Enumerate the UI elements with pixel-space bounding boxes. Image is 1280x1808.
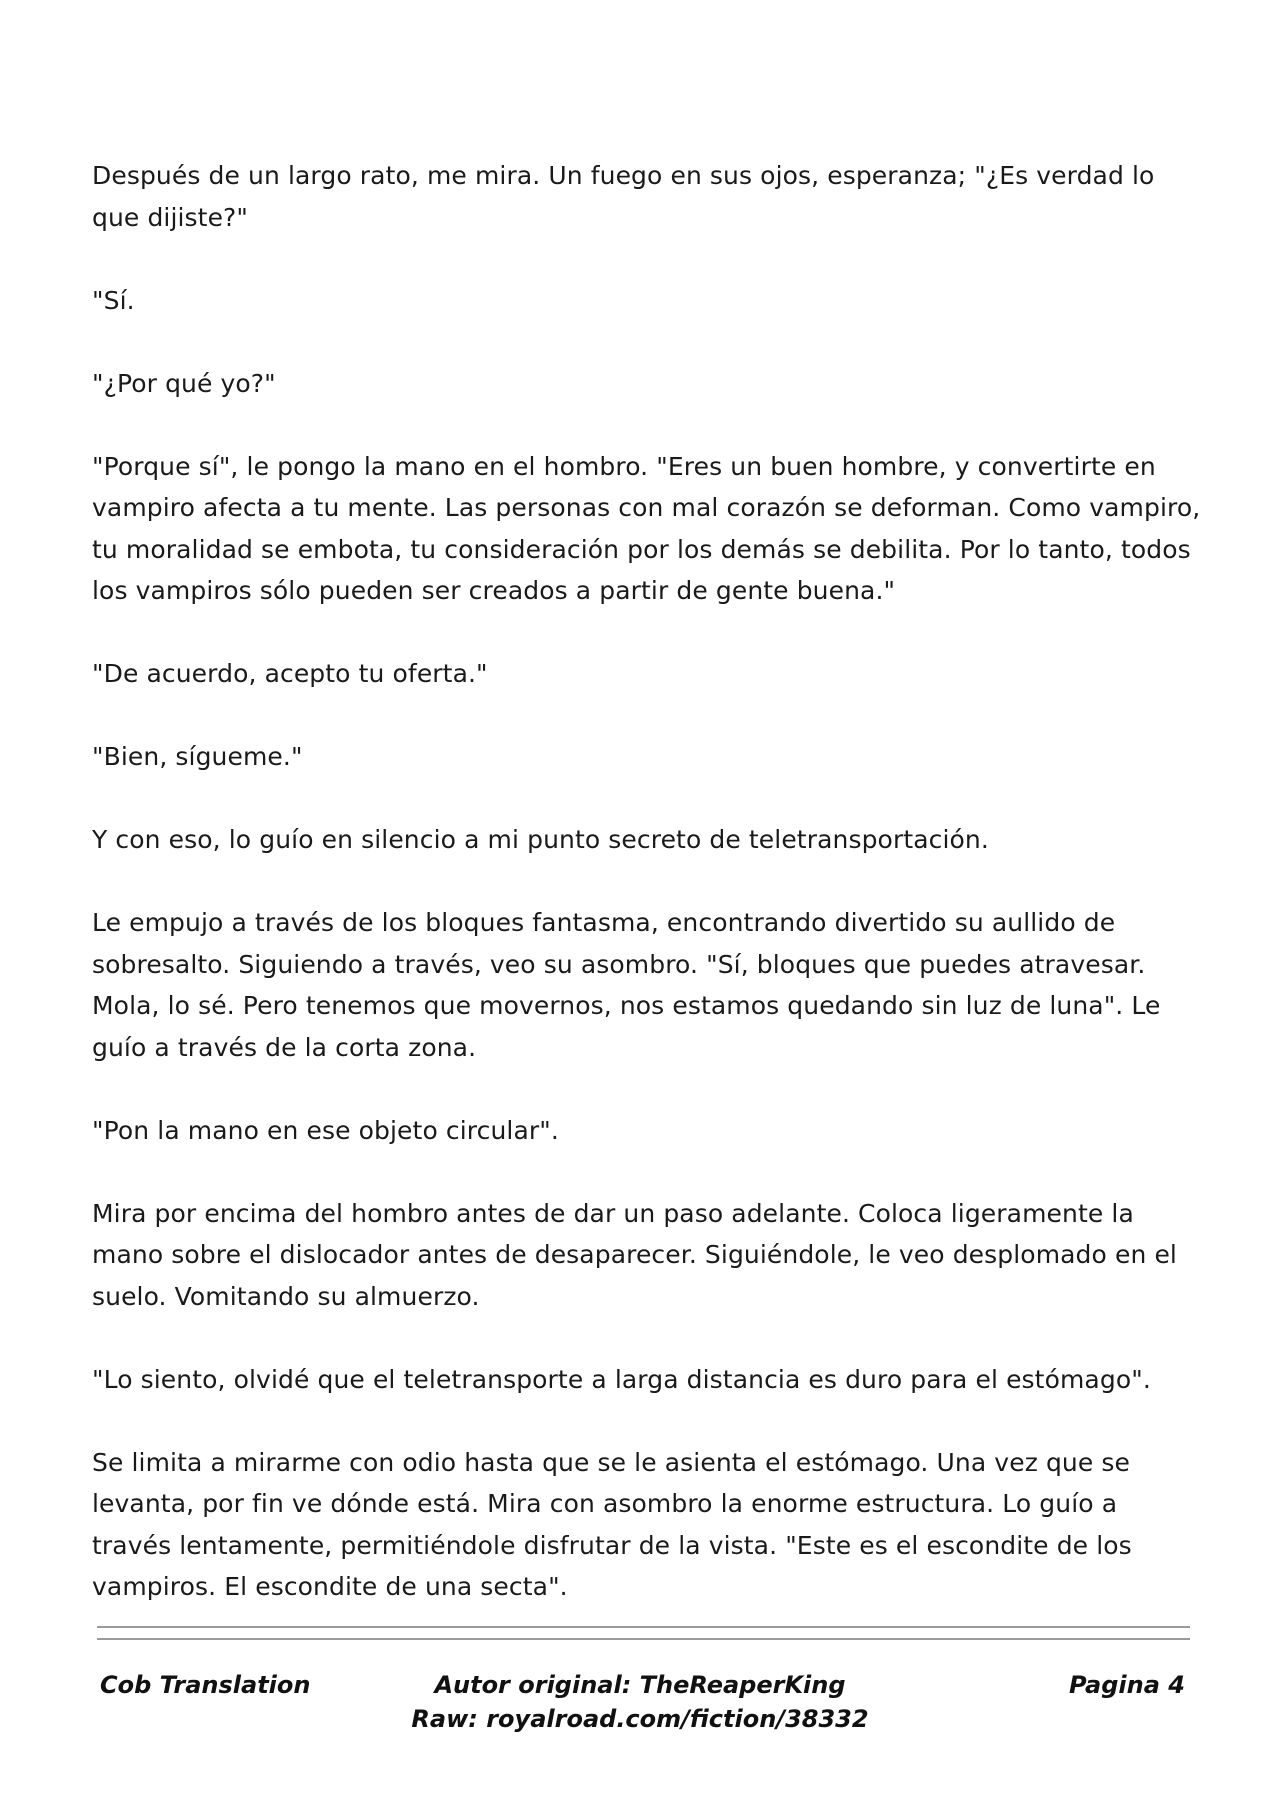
translator-credit: Cob Translation (100, 1671, 311, 1699)
paragraph: "¿Por qué yo?" (92, 368, 276, 398)
footer-divider-bottom (97, 1638, 1190, 1640)
paragraph: "De acuerdo, acepto tu oferta." (92, 659, 488, 688)
paragraph: Y con eso, lo guío en silencio a mi punto secreto de teletransportación. (92, 825, 989, 854)
raw-source: Raw: royalroad.com/fiction/38332 (411, 1705, 869, 1733)
paragraph: Mira por encima del hombro antes de dar un paso adelante. Coloca ligeramente la mano sobre el dislocador antes de desaparecer. Siguiéndole, le veo desplomado en el suelo. Vomitando su almuerzo. (92, 1198, 1177, 1311)
page-number: Pagina 4 (1069, 1671, 1185, 1699)
original-author: Autor original: TheReaperKing (434, 1671, 846, 1699)
paragraph: "Bien, sígueme." (92, 742, 303, 771)
paragraph: "Sí. (92, 285, 135, 315)
paragraph: "Pon la mano en ese objeto circular". (92, 1115, 559, 1145)
paragraph: "Porque sí", le pongo la mano en el hombro. "Eres un buen hombre, y convertirte en vampiro afecta a tu mente. Las personas con mal corazón se deforman. Como vampiro, tu moralidad se embota, tu consideración por los demás se debilita. Por lo tanto, todos los vampiros sólo pueden ser creados a partir de gente buena." (92, 451, 1201, 605)
paragraph: "Lo siento, olvidé que el teletransporte a larga distancia es duro para el estómago". (92, 1364, 1151, 1394)
paragraph: Después de un largo rato, me mira. Un fuego en sus ojos, esperanza; "¿Es verdad lo que dijiste?" (92, 161, 1155, 232)
paragraph: Le empujo a través de los bloques fantasma, encontrando divertido su aullido de sobresalto. Siguiendo a través, veo su asombro. "Sí, bloques que puedes atravesar. Mola, lo sé. Pero tenemos que movernos, nos estamos quedando sin luz de luna". Le guío a través de la corta zona. (92, 908, 1161, 1062)
paragraph: Se limita a mirarme con odio hasta que se le asienta el estómago. Una vez que se levanta, por fin ve dónde está. Mira con asombro la enorme estructura. Lo guío a través lentamente, permitiéndole disfrutar de la vista. "Este es el escondite de los vampiros. El escondite de una secta". (92, 1447, 1132, 1601)
footer-divider-top (97, 1626, 1190, 1628)
story-body (92, 155, 1202, 1649)
